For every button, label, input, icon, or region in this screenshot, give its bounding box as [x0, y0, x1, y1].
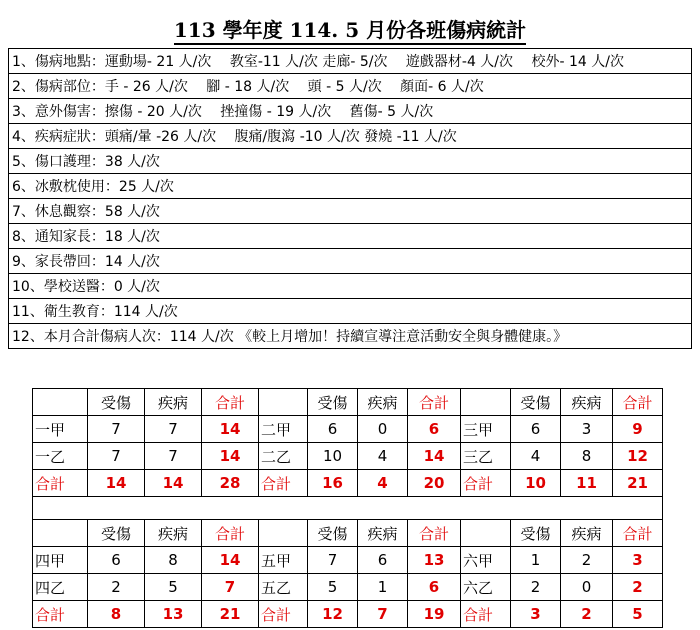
col-total: 合計 — [408, 389, 461, 416]
col-illness: 疾病 — [145, 520, 202, 547]
col-injury: 受傷 — [308, 520, 358, 547]
col-illness: 疾病 — [358, 520, 408, 547]
col-illness: 疾病 — [358, 389, 408, 416]
summary-line: 12、本月合計傷病人次：114 人/次 《較上月增加！持續宣導注意活動安全與身體健康。》 — [9, 324, 692, 349]
summary-line: 10、學校送醫：0 人/次 — [9, 274, 692, 299]
table-row: 一甲 7 7 14 二甲 6 0 6 三甲 6 3 9 — [33, 416, 663, 443]
summary-line: 11、衛生教育：114 人/次 — [9, 299, 692, 324]
col-injury: 受傷 — [88, 520, 145, 547]
summary-line: 2、傷病部位：手 - 26 人/次 腳 - 18 人/次 頭 - 5 人/次 顏面- 6 人/次 — [9, 74, 692, 99]
total-row: 合計 8 13 21 合計 12 7 19 合計 3 2 5 — [33, 601, 663, 628]
summary-line: 9、家長帶回：14 人/次 — [9, 249, 692, 274]
summary-line: 7、休息觀察：58 人/次 — [9, 199, 692, 224]
total-row: 合計 14 14 28 合計 16 4 20 合計 10 11 21 — [33, 470, 663, 497]
header-row — [33, 520, 663, 547]
table-row: 四乙 2 5 7 五乙 5 1 6 六乙 2 0 2 — [33, 574, 663, 601]
summary-line: 6、冰敷枕使用：25 人/次 — [9, 174, 692, 199]
summary-line: 4、疾病症狀：頭痛/暈 -26 人/次 腹痛/腹瀉 -10 人/次 發燒 -11 人/次 — [9, 124, 692, 149]
col-injury: 受傷 — [88, 389, 145, 416]
summary-line: 8、通知家長：18 人/次 — [9, 224, 692, 249]
col-total: 合計 — [202, 389, 259, 416]
col-injury: 受傷 — [511, 520, 561, 547]
summary-line: 1、傷病地點：運動場- 21 人/次 教室-11 人/次 走廊- 5/次 遊戲器材-4 人/次 校外- 14 人/次 — [9, 49, 692, 74]
col-illness: 疾病 — [561, 389, 613, 416]
table-row: 一乙 7 7 14 二乙 10 4 14 三乙 4 8 12 — [33, 443, 663, 470]
col-injury: 受傷 — [308, 389, 358, 416]
col-injury: 受傷 — [511, 389, 561, 416]
report-title: 113 學年度 114. 5 月份各班傷病統計 — [0, 14, 700, 43]
col-total: 合計 — [408, 520, 461, 547]
summary-line: 3、意外傷害：擦傷 - 20 人/次 挫撞傷 - 19 人/次 舊傷- 5 人/次 — [9, 99, 692, 124]
col-illness: 疾病 — [561, 520, 613, 547]
col-illness: 疾病 — [145, 389, 202, 416]
summary-line: 5、傷口護理：38 人/次 — [9, 149, 692, 174]
header-row — [33, 389, 663, 416]
col-total: 合計 — [202, 520, 259, 547]
col-total: 合計 — [613, 520, 663, 547]
summary-list — [8, 48, 692, 349]
col-total: 合計 — [613, 389, 663, 416]
spacer-row — [33, 497, 663, 520]
class-stats-table — [32, 388, 663, 628]
table-row: 四甲 6 8 14 五甲 7 6 13 六甲 1 2 3 — [33, 547, 663, 574]
